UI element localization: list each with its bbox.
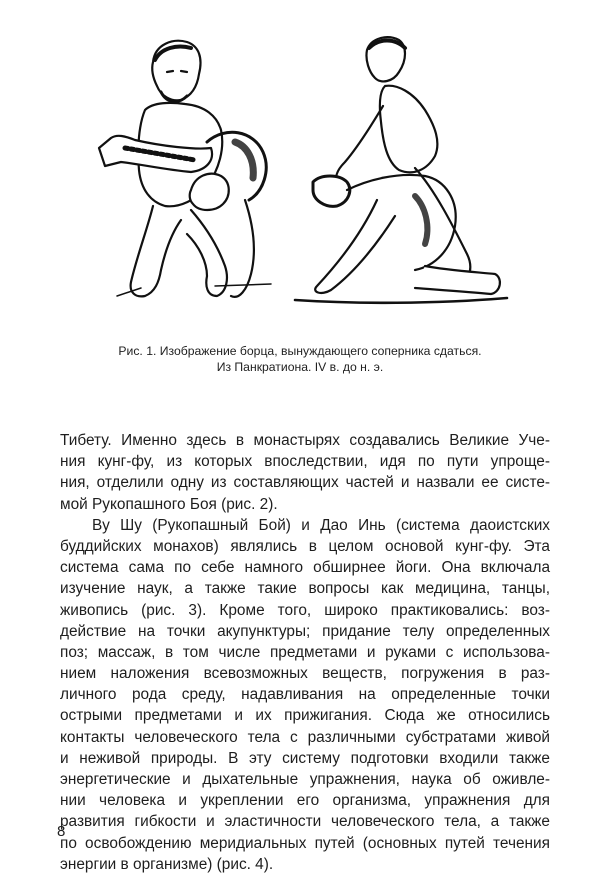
paragraph-1 (60, 430, 550, 515)
caption-line-2: Из Панкратиона. IV в. до н. э. (216, 360, 384, 374)
body-text (60, 430, 550, 875)
text-line: действие на точки акупунктуры; придание телу определенных (60, 622, 550, 640)
text-line: энергии в организме) (рис. 4). (60, 855, 274, 873)
wrestlers-illustration (95, 30, 525, 320)
page-number: 8 (57, 823, 66, 840)
text-line: ния, отделили одну из составляющих частей и назвали ее систе- (60, 474, 550, 492)
text-line: и неживой природы. В эту систему подготовки входили также (60, 749, 550, 767)
left-wrestlers-drawing (99, 41, 271, 297)
text-line: Ву Шу (Рукопашный Бой) и Дао Инь (система даоистских (92, 516, 550, 534)
text-line: личного рода среду, надавливания на определенные точки (60, 686, 550, 704)
text-line: развития гибкости и эластичности человеческого тела, а также (60, 813, 550, 831)
figure-caption (60, 343, 540, 375)
text-line: изучение наук, а также такие вопросы как медицина, танцы, (60, 580, 550, 598)
text-line: нием наложения всевозможных веществ, погружения в раз- (60, 665, 550, 683)
text-line: мой Рукопашного Боя (рис. 2). (60, 495, 278, 513)
text-line: система сама по себе намного обширнее йоги. Она включала (60, 559, 550, 577)
text-line: контакты человеческого тела с различными субстратами живой (60, 728, 550, 746)
text-line: поз; массаж, в том числе предметами и руками с использова- (60, 643, 550, 661)
text-line: нии человека и укреплении его организма, упражнения для (60, 792, 550, 810)
text-line: энергетические и дыхательные упражнения, наука об оживле- (60, 771, 550, 788)
text-line: живопись (рис. 3). Кроме того, широко практиковались: воз- (60, 601, 550, 619)
text-line: буддийских монахов) являлись в целом основой кунг-фу. Эта (60, 537, 550, 555)
text-line: по освобождению меридиальных путей (основных путей течения (60, 834, 550, 852)
right-wrestlers-drawing (295, 37, 507, 303)
text-line: Тибету. Именно здесь в монастырях создавались Великие Уче- (60, 432, 550, 449)
caption-line-1: Рис. 1. Изображение борца, вынуждающего соперника сдаться. (118, 344, 482, 358)
text-line: ния кунг-фу, из которых впоследствии, идя по пути упроще- (60, 453, 550, 471)
paragraph-2 (60, 515, 550, 875)
text-line: острыми предметами и их прижигания. Сюда же относились (60, 707, 550, 725)
